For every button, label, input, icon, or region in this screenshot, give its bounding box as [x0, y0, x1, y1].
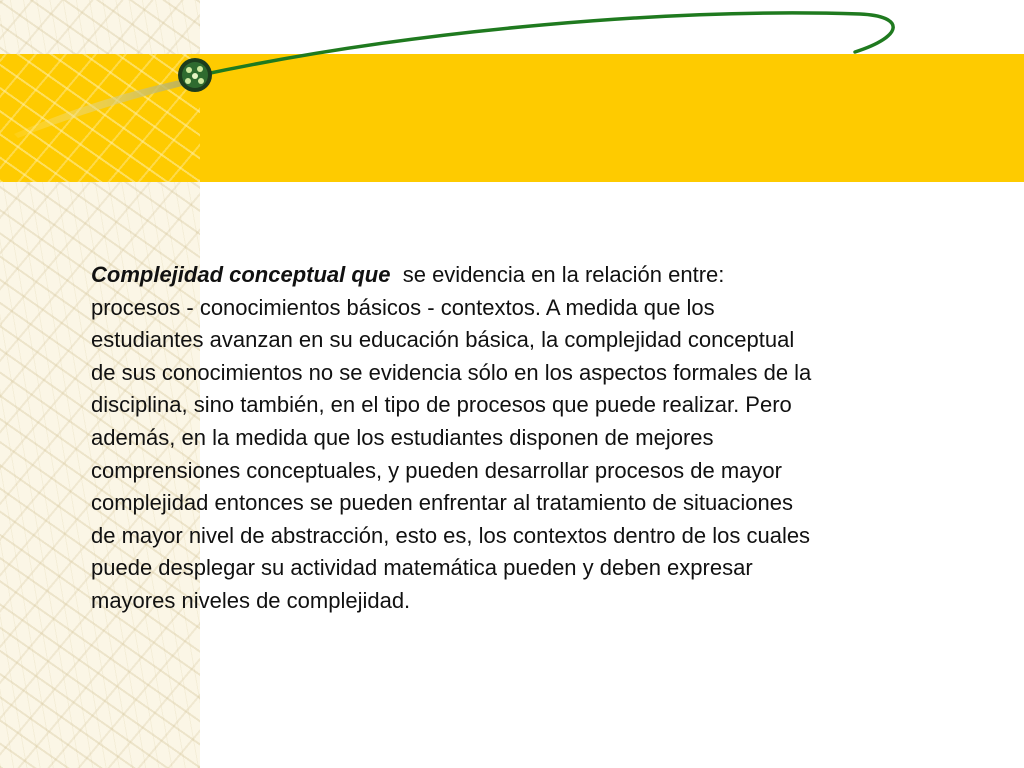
swoosh-ornament — [0, 0, 1024, 200]
text-line-7: comprensiones conceptuales, y pueden desarrollar procesos de mayor — [91, 457, 782, 483]
text-line-9: de mayor nivel de abstracción, esto es, los contextos dentro de los cuales — [91, 522, 811, 548]
text-line-3: estudiantes avanzan en su educación básica, la complejidad conceptual — [91, 327, 795, 353]
text-line-11: mayores niveles de complejidad. — [91, 587, 411, 613]
text-line-5: disciplina, sino también, en el tipo de procesos que puede realizar. Pero — [91, 392, 792, 418]
body-paragraph — [91, 259, 941, 618]
swoosh-line — [196, 13, 893, 76]
text-line-1-rest: se evidencia en la relación entre: — [402, 262, 725, 287]
swoosh-tail — [14, 80, 182, 138]
text-line-4: de sus conocimientos no se evidencia sólo en los aspectos formales de la — [91, 359, 812, 385]
lead-phrase: Complejidad conceptual que — [91, 262, 391, 287]
text-line-10: puede desplegar su actividad matemática pueden y deben expresar — [91, 555, 753, 581]
text-line-6: además, en la medida que los estudiantes disponen de mejores — [91, 424, 714, 450]
green-orb-icon — [178, 58, 212, 92]
text-line-1 — [91, 259, 941, 292]
text-line-2: procesos - conocimientos básicos - contextos. A medida que los — [91, 294, 715, 320]
text-line-8: complejidad entonces se pueden enfrentar al tratamiento de situaciones — [91, 490, 794, 516]
